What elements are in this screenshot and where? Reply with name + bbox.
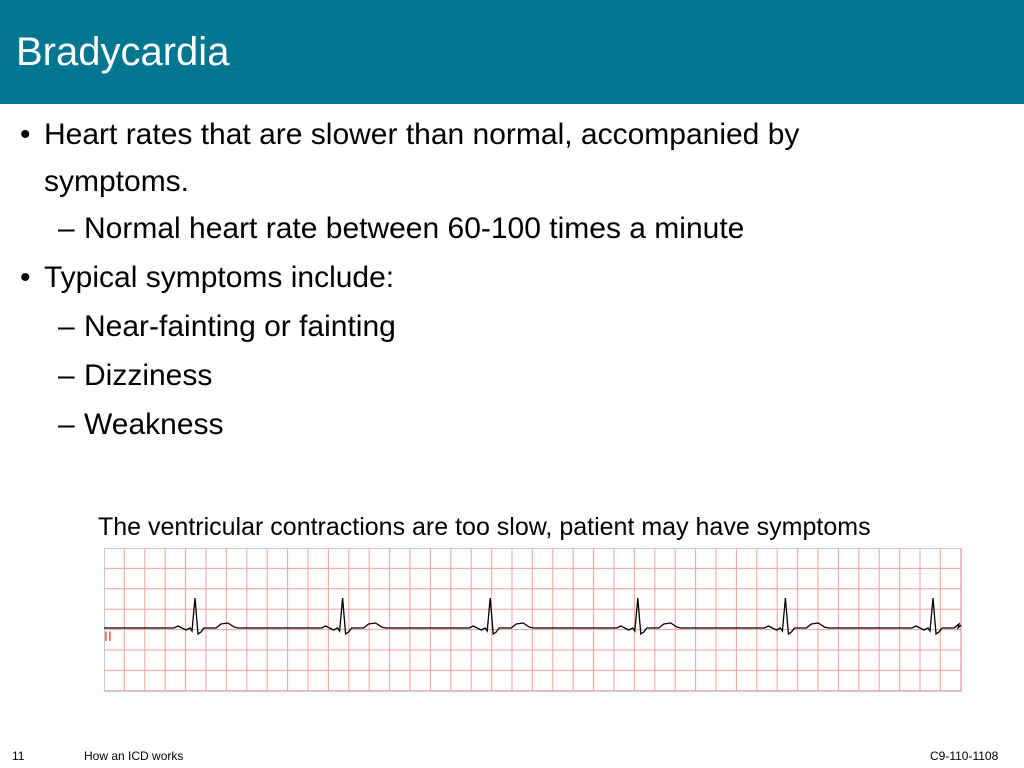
sub-bullet-dash: – xyxy=(58,408,75,441)
footer-code: C9-110-1108 xyxy=(930,749,999,763)
sub-bullet-text: Normal heart rate between 60-100 times a minute xyxy=(84,212,745,245)
bullet-dot: • xyxy=(20,261,31,294)
ecg-strip xyxy=(104,548,962,692)
footer-title: How an ICD works xyxy=(84,749,184,763)
sub-bullet-text: Dizziness xyxy=(84,359,213,392)
sub-bullet-text: Weakness xyxy=(84,408,224,441)
ecg-lead-label: II xyxy=(104,628,112,644)
ecg-caption: The ventricular contractions are too slow, patient may have symptoms xyxy=(98,513,871,541)
footer-page-number: 11 xyxy=(12,749,25,763)
slide-title-bar xyxy=(0,0,1024,104)
sub-bullet-text: Near-fainting or fainting xyxy=(84,310,396,343)
bullet-text: Typical symptoms include: xyxy=(44,261,395,294)
sub-bullet-dash: – xyxy=(58,212,75,245)
sub-bullet-dash: – xyxy=(58,359,75,392)
bullet-text-continuation: symptoms. xyxy=(44,165,190,198)
bullet-text: Heart rates that are slower than normal, accompanied by xyxy=(44,118,800,151)
sub-bullet-dash: – xyxy=(58,310,75,343)
bullet-dot: • xyxy=(20,118,31,151)
slide-title: Bradycardia xyxy=(16,30,230,74)
